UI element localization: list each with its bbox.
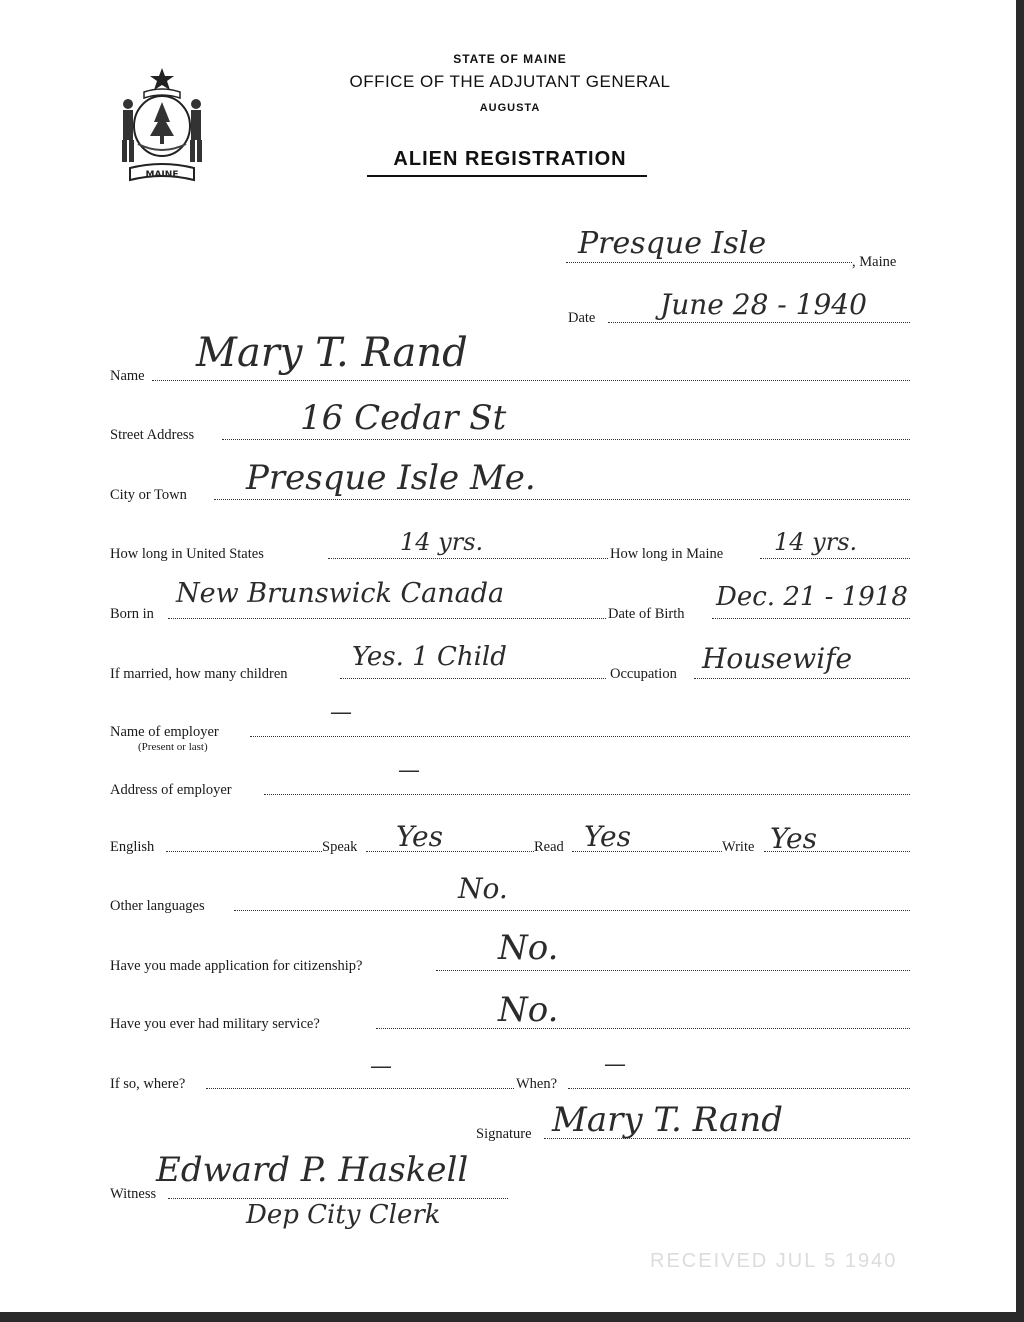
street-address-line <box>222 439 910 440</box>
witness-value: Edward P. Haskell <box>156 1150 469 1190</box>
military-line <box>376 1028 910 1029</box>
english-label: English <box>110 839 155 855</box>
name-value: Mary T. Rand <box>196 330 468 376</box>
occupation-value: Housewife <box>702 642 853 675</box>
where-label: If so, where? <box>110 1076 186 1092</box>
married-children-value: Yes. 1 Child <box>352 642 507 672</box>
when-label: When? <box>516 1076 558 1092</box>
employer-name-sublabel: (Present or last) <box>138 741 208 753</box>
date-label: Date <box>568 310 596 326</box>
speak-label: Speak <box>322 839 358 855</box>
maine-label: , Maine <box>852 254 897 270</box>
occupation-label: Occupation <box>610 666 677 682</box>
how-long-maine-value: 14 yrs. <box>774 528 858 556</box>
header-office: OFFICE OF THE ADJUTANT GENERAL <box>349 72 671 91</box>
witness-title-value: Dep City Clerk <box>246 1200 441 1230</box>
how-long-maine-label: How long in Maine <box>610 546 724 562</box>
how-long-us-value: 14 yrs. <box>400 528 484 556</box>
write-label: Write <box>722 839 755 855</box>
date-of-birth-label: Date of Birth <box>608 606 685 622</box>
employer-name-line <box>250 736 910 737</box>
read-label: Read <box>534 839 564 855</box>
speak-line <box>366 851 534 852</box>
other-languages-value: No. <box>458 872 508 905</box>
street-address-value: 16 Cedar St <box>300 398 507 438</box>
street-address-label: Street Address <box>110 427 195 443</box>
citizenship-line <box>436 970 910 971</box>
how-long-maine-line <box>760 558 910 559</box>
received-stamp: RECEIVED JUL 5 1940 <box>650 1250 898 1272</box>
city-town-value: Presque Isle Me. <box>246 458 536 498</box>
date-line <box>608 322 910 323</box>
read-value: Yes <box>584 820 631 853</box>
place-line <box>566 262 852 263</box>
date-of-birth-value: Dec. 21 - 1918 <box>716 582 908 612</box>
signature-label: Signature <box>476 1126 532 1142</box>
header-state: STATE OF MAINE <box>453 52 567 66</box>
english-line <box>166 851 322 852</box>
when-line <box>568 1088 910 1089</box>
witness-line <box>168 1198 508 1199</box>
employer-name-value: — <box>330 700 352 725</box>
witness-label: Witness <box>110 1186 157 1202</box>
born-in-label: Born in <box>110 606 154 622</box>
born-in-value: New Brunswick Canada <box>176 578 505 609</box>
citizenship-value: No. <box>498 928 559 968</box>
speak-value: Yes <box>396 820 443 853</box>
title-underline <box>367 175 647 177</box>
married-children-label: If married, how many children <box>110 666 288 682</box>
how-long-us-line <box>328 558 608 559</box>
where-line <box>206 1088 514 1089</box>
form-title: ALIEN REGISTRATION <box>393 148 627 170</box>
scan-edge-bottom <box>0 1312 1024 1322</box>
maine-state-seal <box>108 64 216 188</box>
married-children-line <box>340 678 606 679</box>
where-value: — <box>370 1054 392 1079</box>
svg-text:MAINE: MAINE <box>145 170 179 180</box>
other-languages-line <box>234 910 910 911</box>
name-label: Name <box>110 368 145 384</box>
employer-name-label: Name of employer <box>110 724 219 740</box>
military-value: No. <box>498 990 559 1030</box>
date-value: June 28 - 1940 <box>660 288 867 321</box>
city-town-line <box>214 499 910 500</box>
write-value: Yes <box>770 822 817 855</box>
military-label: Have you ever had military service? <box>110 1016 320 1032</box>
scan-edge-right <box>1016 0 1024 1322</box>
employer-address-value: — <box>398 758 420 783</box>
employer-address-line <box>264 794 910 795</box>
header-city: AUGUSTA <box>479 102 541 114</box>
other-languages-label: Other languages <box>110 898 205 914</box>
born-in-line <box>168 618 606 619</box>
when-value: — <box>604 1052 626 1077</box>
name-line <box>152 380 910 381</box>
city-town-label: City or Town <box>110 487 187 503</box>
how-long-us-label: How long in United States <box>110 546 264 562</box>
signature-value: Mary T. Rand <box>552 1100 783 1140</box>
date-of-birth-line <box>712 618 910 619</box>
employer-address-label: Address of employer <box>110 782 232 798</box>
place-value: Presque Isle <box>578 226 767 261</box>
occupation-line <box>694 678 910 679</box>
citizenship-label: Have you made application for citizenship? <box>110 958 363 974</box>
